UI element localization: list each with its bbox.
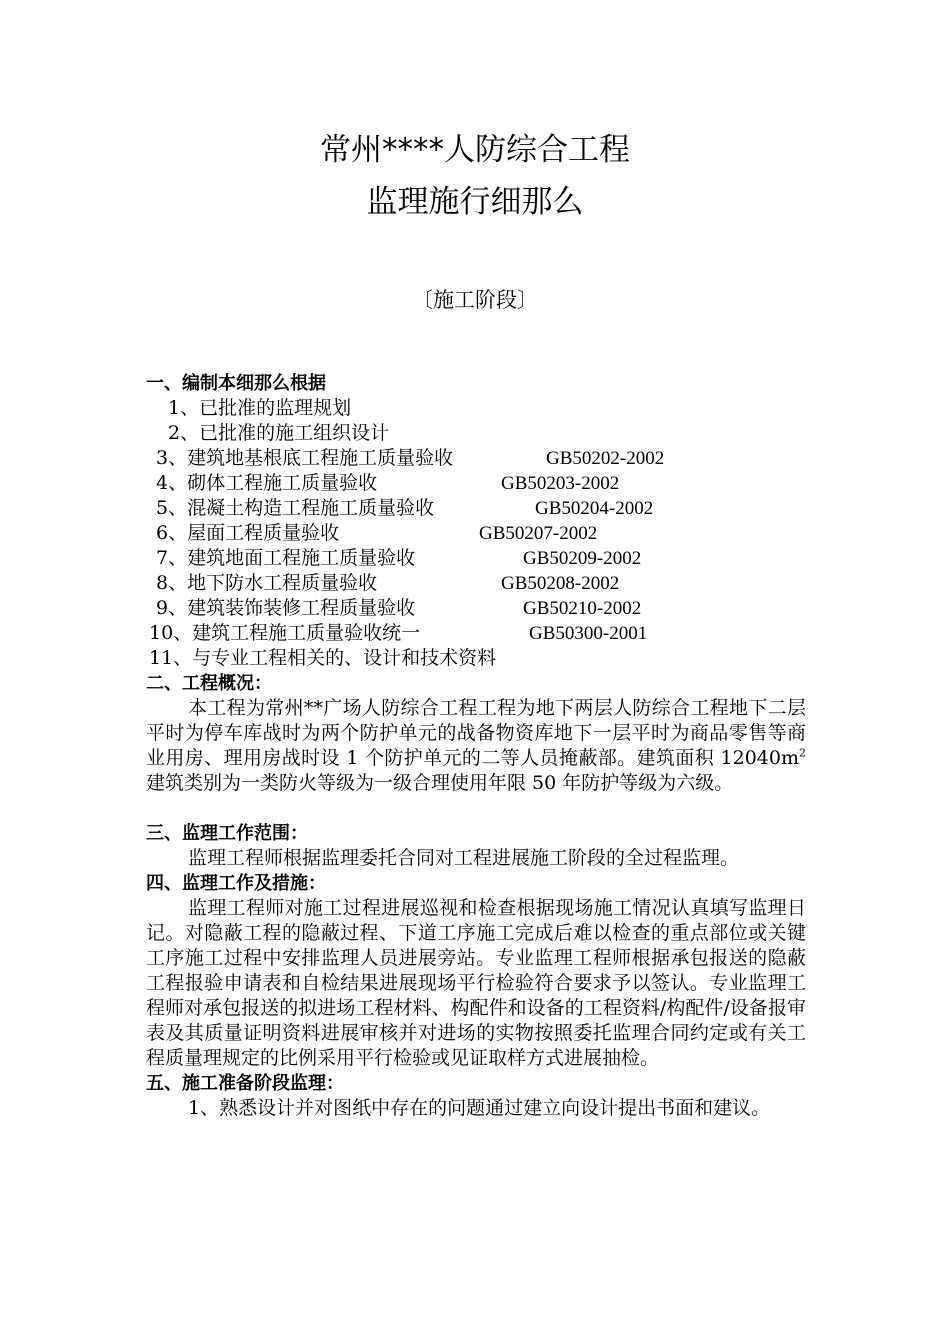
scope-paragraph: 监理工程师根据监理委托合同对工程进展施工阶段的全过程监理。	[188, 847, 740, 869]
overview-text: 本工程为常州**广场人防综合工程工程为地下两层人防综合工程地下二层平时为停车库战时为两个防护单元的战备物资库地下一层平时为商品零售等商业用房、理用房战时设 1 个防护单元的二等人员掩蔽部。建筑面积 12040m	[146, 697, 806, 769]
basis-item-text: 11、与专业工程相关的、设计和技术资料	[149, 647, 497, 669]
basis-item-text: 1、已批准的监理规划	[168, 397, 352, 419]
basis-item	[146, 621, 806, 646]
standard-code: GB50208-2002	[501, 573, 620, 594]
section-heading-measures: 四、监理工作及措施：	[146, 873, 326, 894]
basis-item-text: 6、屋面工程质量验收	[156, 522, 340, 544]
basis-item-text: 8、地下防水工程质量验收	[156, 572, 378, 594]
standard-code: GB50300-2001	[529, 623, 648, 644]
basis-item	[146, 596, 806, 621]
doc-title-line1: 常州****人防综合工程	[320, 132, 630, 168]
basis-item	[146, 496, 806, 521]
section-heading-scope: 三、监理工作范围：	[146, 823, 308, 844]
doc-title-line2: 监理施行细那么	[366, 184, 584, 220]
basis-item-text: 7、建筑地面工程施工质量验收	[156, 547, 416, 569]
overview-paragraph	[146, 696, 806, 796]
basis-item	[146, 421, 806, 446]
preparation-paragraph: 1、熟悉设计并对图纸中存在的问题通过建立向设计提出书面和建议。	[188, 1097, 771, 1119]
overview-text-cont: 建筑类别为一类防火等级为一级合理使用年限 50 年防护等级为六级。	[146, 772, 734, 794]
basis-item	[146, 471, 806, 496]
standard-code: GB50202-2002	[546, 448, 665, 469]
standard-code: GB50204-2002	[535, 498, 654, 519]
basis-item-text: 4、砌体工程施工质量验收	[156, 472, 378, 494]
superscript: 2	[799, 746, 806, 760]
blank-line	[146, 796, 806, 821]
basis-item-text: 9、建筑装饰装修工程质量验收	[156, 597, 416, 619]
basis-item	[146, 521, 806, 546]
basis-item-text: 2、已批准的施工组织设计	[168, 422, 390, 444]
basis-item-text: 5、混凝土构造工程施工质量验收	[156, 497, 435, 519]
standard-code: GB50209-2002	[523, 548, 642, 569]
standard-code: GB50210-2002	[523, 598, 642, 619]
basis-item	[146, 446, 806, 471]
basis-item	[146, 571, 806, 596]
basis-item	[146, 646, 806, 671]
basis-item	[146, 396, 806, 421]
doc-subtitle: 〔施工阶段〕	[412, 288, 538, 312]
standard-code: GB50207-2002	[479, 523, 598, 544]
standard-code: GB50203-2002	[501, 473, 620, 494]
basis-item-text: 3、建筑地基根底工程施工质量验收	[156, 447, 454, 469]
basis-item	[146, 546, 806, 571]
section-heading-basis: 一、编制本细那么根据	[146, 373, 326, 394]
document-body	[146, 371, 806, 1121]
measures-paragraph: 监理工程师对施工过程进展巡视和检查根据现场施工情况认真填写监理日记。对隐蔽工程的隐蔽过程、下道工序施工完成后难以检查的重点部位或关键工序施工过程中安排监理人员进展旁站。专业监理工程师根据承包报送的隐蔽工程报验申请表和自检结果进展现场平行检验符合要求予以签认。专业监理工程师对承包报送的拟进场工程材料、构配件和设备的工程资料/构配件/设备报审表及其质量证明资料进展审核并对进场的实物按照委托监理合同约定或有关工程质量理规定的比例采用平行检验或见证取样方式进展抽检。	[146, 897, 806, 1069]
basis-item-text: 10、建筑工程施工质量验收统一	[149, 622, 421, 644]
section-heading-preparation: 五、施工准备阶段监理：	[146, 1073, 344, 1094]
section-heading-overview: 二、工程概况：	[146, 673, 272, 694]
